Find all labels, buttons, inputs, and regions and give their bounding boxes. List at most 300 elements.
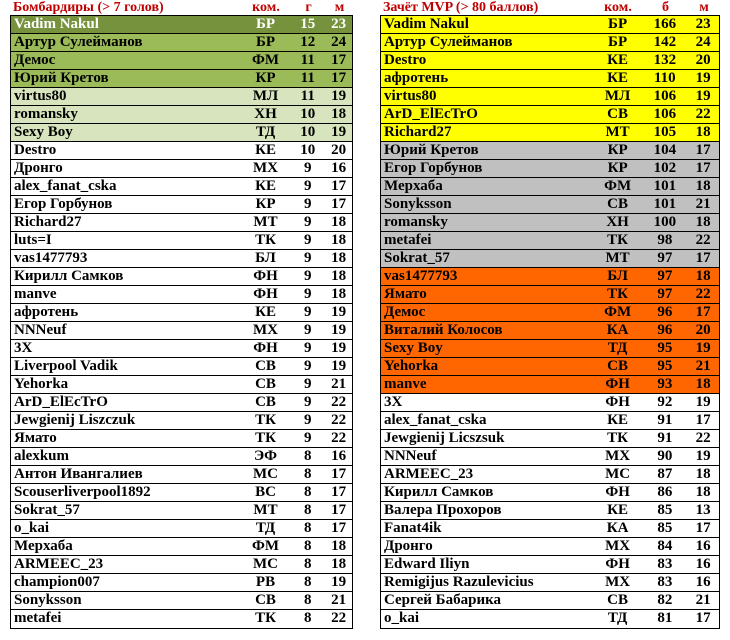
table-row: [11, 70, 352, 88]
matches-count: 19: [331, 340, 347, 356]
table-row: [11, 106, 352, 124]
mvp-title: Зачёт MVP (> 80 баллов): [383, 0, 539, 15]
table-row: [11, 520, 352, 538]
player-name: Артур Сулейманов: [384, 34, 513, 50]
goals-count: 12: [300, 34, 316, 50]
points-count: 83: [657, 574, 673, 590]
team-code: МТ: [605, 250, 630, 266]
table-row: [11, 592, 352, 610]
team-code: КЕ: [607, 52, 629, 68]
player-name: Sokrat_57: [14, 502, 80, 518]
team-code: МХ: [253, 322, 278, 338]
player-name: ArD_ElEcTrO: [14, 394, 108, 410]
points-count: 97: [657, 250, 673, 266]
player-name: Юрий Кретов: [384, 142, 479, 158]
matches-count: 16: [695, 574, 711, 590]
team-column-header: ком.: [604, 0, 632, 15]
player-name: vas1477793: [14, 250, 88, 266]
matches-count: 19: [695, 88, 711, 104]
goals-count: 9: [304, 178, 312, 194]
matches-count: 19: [331, 124, 347, 140]
goals-count: 9: [304, 340, 312, 356]
table-row: [381, 106, 719, 124]
matches-count: 17: [695, 304, 711, 320]
matches-count: 18: [695, 268, 711, 284]
matches-count: 24: [695, 34, 711, 50]
matches-count: 19: [331, 574, 347, 590]
table-row: [11, 322, 352, 340]
player-name: virtus80: [384, 88, 437, 104]
player-name: ARMEEC_23: [14, 556, 104, 572]
player-name: Дронго: [384, 538, 433, 554]
player-name: Виталий Колосов: [384, 322, 503, 338]
matches-count: 18: [695, 214, 711, 230]
player-name: Юрий Кретов: [14, 70, 109, 86]
team-code: БР: [255, 34, 276, 50]
matches-count: 21: [331, 376, 347, 392]
player-name: Sokrat_57: [384, 250, 450, 266]
player-name: Yehorka: [14, 376, 69, 392]
team-code: КА: [606, 322, 629, 338]
goals-count: 9: [304, 196, 312, 212]
team-code: ВС: [255, 484, 276, 500]
points-count: 101: [653, 178, 677, 194]
matches-count: 21: [695, 196, 711, 212]
player-name: Jewgienij Licszsuk: [384, 430, 505, 446]
mvp-header: [380, 0, 720, 15]
matches-count: 16: [331, 160, 347, 176]
player-name: Антон Ивангалиев: [14, 466, 143, 482]
player-name: Yehorka: [384, 358, 439, 374]
table-row: [11, 484, 352, 502]
team-code: ФН: [605, 394, 630, 410]
points-count: 100: [653, 214, 677, 230]
matches-count: 17: [695, 412, 711, 428]
goals-count: 8: [304, 448, 312, 464]
table-row: [11, 376, 352, 394]
goals-count: 9: [304, 250, 312, 266]
points-count: 101: [653, 196, 677, 212]
team-code: МХ: [605, 538, 631, 554]
goals-count: 8: [304, 502, 312, 518]
goals-count: 9: [304, 304, 312, 320]
player-name: Sonyksson: [14, 592, 82, 608]
points-count: 91: [657, 412, 673, 428]
matches-count: 16: [331, 448, 347, 464]
goals-count: 9: [304, 322, 312, 338]
team-code: СВ: [607, 358, 629, 374]
goals-count: 10: [300, 106, 316, 122]
matches-count: 18: [331, 286, 347, 302]
player-name: manve: [384, 376, 427, 392]
player-name: Артур Сулейманов: [14, 34, 143, 50]
table-row: [381, 430, 719, 448]
matches-count: 17: [331, 178, 347, 194]
goals-column-header: г: [305, 0, 312, 15]
goals-count: 9: [304, 286, 312, 302]
player-name: Ямато: [14, 430, 57, 446]
matches-count: 17: [695, 142, 711, 158]
team-code: БЛ: [607, 268, 628, 284]
matches-count: 18: [331, 232, 347, 248]
player-name: Демос: [14, 52, 56, 68]
player-name: Сергей Бабарика: [384, 592, 501, 608]
matches-count: 22: [695, 430, 711, 446]
player-name: champion007: [14, 574, 100, 590]
player-name: Мерхаба: [384, 178, 443, 194]
matches-count: 20: [695, 322, 711, 338]
table-row: [11, 304, 352, 322]
points-count: 104: [653, 142, 677, 158]
matches-count: 18: [695, 376, 711, 392]
goals-count: 10: [300, 142, 316, 158]
matches-count: 22: [331, 412, 347, 428]
table-row: [11, 268, 352, 286]
team-code: КА: [606, 520, 629, 536]
team-code: ХН: [254, 106, 277, 122]
matches-count: 24: [331, 34, 347, 50]
matches-count: 22: [331, 394, 347, 410]
player-name: NNNeuf: [14, 322, 67, 338]
team-code: ТД: [255, 520, 276, 536]
matches-count: 18: [695, 484, 711, 500]
table-row: [381, 574, 719, 592]
table-row: [11, 178, 352, 196]
table-row: [381, 466, 719, 484]
team-code: ФН: [605, 556, 630, 572]
matches-count: 16: [695, 556, 711, 572]
team-code: БР: [608, 34, 628, 50]
goals-count: 9: [304, 430, 312, 446]
player-name: афротень: [14, 304, 79, 320]
team-code: ТК: [255, 412, 276, 428]
team-code: МХ: [253, 160, 278, 176]
team-code: ФН: [253, 340, 278, 356]
player-name: alex_fanat_cska: [384, 412, 487, 428]
table-row: [381, 268, 719, 286]
points-count: 97: [657, 286, 673, 302]
player-name: Destro: [384, 52, 427, 68]
matches-count: 18: [331, 538, 347, 554]
team-code: КЕ: [607, 70, 629, 86]
table-row: [11, 340, 352, 358]
team-code: КЕ: [607, 502, 629, 518]
table-row: [381, 502, 719, 520]
player-name: Демос: [384, 304, 426, 320]
team-code: СВ: [255, 592, 276, 608]
player-name: Мерхаба: [14, 538, 73, 554]
matches-count: 17: [331, 484, 347, 500]
player-name: luts=I: [14, 232, 52, 248]
matches-count: 20: [331, 142, 347, 158]
team-code: ФМ: [251, 52, 280, 68]
player-name: romansky: [14, 106, 78, 122]
team-code: ФН: [605, 376, 630, 392]
team-code: ФН: [605, 484, 630, 500]
points-column-header: б: [662, 0, 669, 15]
points-count: 87: [657, 466, 673, 482]
team-code: СВ: [607, 196, 629, 212]
matches-count: 19: [695, 394, 711, 410]
goals-count: 9: [304, 412, 312, 428]
table-row: [381, 358, 719, 376]
matches-count: 17: [695, 520, 711, 536]
table-row: [381, 16, 719, 34]
table-row: [381, 88, 719, 106]
matches-count: 18: [695, 124, 711, 140]
table-row: [381, 52, 719, 70]
player-name: Ямато: [384, 286, 427, 302]
team-code: ТД: [607, 610, 628, 626]
team-code: БР: [255, 16, 276, 32]
player-name: manve: [14, 286, 57, 302]
points-count: 110: [653, 70, 676, 86]
matches-count: 22: [331, 610, 347, 626]
scorers-header: [10, 0, 353, 15]
player-name: vas1477793: [384, 268, 458, 284]
table-row: [381, 448, 719, 466]
player-name: Егор Горбунов: [14, 196, 113, 212]
goals-count: 8: [304, 484, 312, 500]
matches-column-header: м: [699, 0, 709, 15]
matches-count: 19: [331, 358, 347, 374]
table-row: [381, 394, 719, 412]
matches-count: 23: [331, 16, 347, 32]
player-name: Валера Прохоров: [384, 502, 502, 518]
matches-count: 17: [331, 502, 347, 518]
team-code: КЕ: [607, 412, 629, 428]
matches-count: 17: [331, 196, 347, 212]
table-row: [11, 196, 352, 214]
team-code: ТК: [255, 232, 276, 248]
points-count: 106: [653, 88, 677, 104]
table-row: [11, 574, 352, 592]
team-code: ТК: [255, 610, 276, 626]
points-count: 92: [657, 394, 673, 410]
matches-count: 17: [695, 250, 711, 266]
player-name: metafei: [384, 232, 432, 248]
matches-count: 18: [695, 466, 711, 482]
player-name: Edward Iliyn: [384, 556, 470, 572]
table-row: [381, 160, 719, 178]
table-row: [381, 214, 719, 232]
matches-count: 23: [695, 16, 711, 32]
player-name: Richard27: [384, 124, 452, 140]
matches-count: 19: [695, 340, 711, 356]
table-row: [11, 538, 352, 556]
matches-count: 20: [695, 52, 711, 68]
team-code: ТК: [255, 430, 276, 446]
matches-count: 18: [331, 268, 347, 284]
table-row: [381, 484, 719, 502]
player-name: Sonyksson: [384, 196, 452, 212]
matches-count: 17: [331, 52, 347, 68]
team-code: КЕ: [255, 304, 276, 320]
points-count: 85: [657, 502, 673, 518]
player-name: Егор Горбунов: [384, 160, 483, 176]
player-name: Vadim Nakul: [14, 16, 99, 32]
team-code: КР: [607, 160, 628, 176]
table-row: [381, 304, 719, 322]
table-row: [381, 286, 719, 304]
matches-count: 13: [695, 502, 711, 518]
table-row: [381, 178, 719, 196]
table-row: [11, 88, 352, 106]
scorers-title: Бомбардиры (> 7 голов): [13, 0, 164, 15]
player-name: Remigijus Razulevicius: [384, 574, 534, 590]
matches-count: 21: [695, 358, 711, 374]
matches-count: 22: [695, 232, 711, 248]
player-name: NNNeuf: [384, 448, 437, 464]
goals-count: 9: [304, 214, 312, 230]
matches-count: 18: [331, 556, 347, 572]
goals-count: 9: [304, 268, 312, 284]
matches-count: 18: [331, 214, 347, 230]
player-name: афротень: [384, 70, 449, 86]
matches-count: 17: [331, 520, 347, 536]
team-column-header: ком.: [252, 0, 280, 15]
team-code: МС: [253, 466, 278, 482]
table-row: [381, 196, 719, 214]
goals-count: 8: [304, 520, 312, 536]
table-row: [381, 556, 719, 574]
player-name: Sexy Boy: [14, 124, 73, 140]
team-code: ТД: [607, 340, 628, 356]
player-name: ArD_ElEcTrO: [384, 106, 478, 122]
points-count: 85: [657, 520, 673, 536]
player-name: Fanat4ik: [384, 520, 442, 536]
points-count: 83: [657, 556, 673, 572]
player-name: 3X: [384, 394, 403, 410]
table-row: [11, 556, 352, 574]
team-code: ТК: [607, 232, 629, 248]
matches-count: 18: [331, 250, 347, 266]
table-row: [11, 34, 352, 52]
player-name: Scouserliverpool1892: [14, 484, 151, 500]
player-name: Sexy Boy: [384, 340, 443, 356]
points-count: 90: [657, 448, 673, 464]
matches-count: 16: [695, 538, 711, 554]
table-row: [11, 286, 352, 304]
table-row: [381, 232, 719, 250]
points-count: 106: [653, 106, 677, 122]
points-count: 98: [657, 232, 673, 248]
table-row: [11, 214, 352, 232]
points-count: 95: [657, 358, 673, 374]
points-count: 81: [657, 610, 673, 626]
goals-count: 9: [304, 358, 312, 374]
team-code: СВ: [607, 106, 629, 122]
player-name: Jewgienij Liszczuk: [14, 412, 136, 428]
team-code: ТК: [607, 286, 629, 302]
player-name: o_kai: [14, 520, 50, 536]
goals-count: 11: [300, 52, 315, 68]
table-row: [381, 412, 719, 430]
goals-count: 8: [304, 466, 312, 482]
player-name: o_kai: [384, 610, 420, 626]
team-code: МС: [253, 556, 278, 572]
team-code: ФМ: [251, 538, 280, 554]
table-row: [381, 34, 719, 52]
team-code: МЛ: [604, 88, 631, 104]
player-name: virtus80: [14, 88, 67, 104]
goals-count: 8: [304, 538, 312, 554]
scorers-panel: [10, 0, 353, 629]
matches-count: 19: [695, 70, 711, 86]
team-code: МХ: [605, 448, 631, 464]
player-name: Destro: [14, 142, 57, 158]
team-code: КР: [255, 70, 276, 86]
matches-count: 17: [331, 70, 347, 86]
goals-count: 8: [304, 574, 312, 590]
player-name: Кирилл Самков: [14, 268, 124, 284]
team-code: БР: [608, 16, 628, 32]
table-row: [11, 412, 352, 430]
team-code: РВ: [255, 574, 276, 590]
team-code: МЛ: [252, 88, 279, 104]
matches-count: 22: [695, 286, 711, 302]
team-code: МХ: [605, 574, 631, 590]
table-row: [11, 394, 352, 412]
table-row: [381, 142, 719, 160]
team-code: КЕ: [255, 178, 276, 194]
team-code: ЭФ: [253, 448, 278, 464]
player-name: 3X: [14, 340, 33, 356]
table-row: [11, 16, 352, 34]
points-count: 105: [653, 124, 677, 140]
player-name: alexkum: [14, 448, 70, 464]
mvp-table: [380, 15, 720, 629]
table-row: [11, 448, 352, 466]
points-count: 132: [653, 52, 677, 68]
points-count: 97: [657, 268, 673, 284]
team-code: ФМ: [604, 304, 632, 320]
matches-column-header: м: [334, 0, 345, 15]
table-row: [11, 124, 352, 142]
table-row: [11, 430, 352, 448]
player-name: metafei: [14, 610, 62, 626]
table-row: [11, 52, 352, 70]
team-code: КР: [255, 196, 276, 212]
goals-count: 8: [304, 556, 312, 572]
player-name: Liverpool Vadik: [14, 358, 118, 374]
player-name: ARMEEC_23: [384, 466, 474, 482]
team-code: МС: [605, 466, 631, 482]
goals-count: 9: [304, 394, 312, 410]
goals-count: 9: [304, 160, 312, 176]
table-row: [11, 610, 352, 628]
goals-count: 9: [304, 232, 312, 248]
table-row: [11, 358, 352, 376]
matches-count: 22: [695, 106, 711, 122]
team-code: ТК: [607, 430, 629, 446]
table-row: [11, 466, 352, 484]
matches-count: 19: [331, 322, 347, 338]
matches-count: 19: [331, 88, 347, 104]
team-code: КР: [607, 142, 628, 158]
points-count: 96: [657, 322, 673, 338]
team-code: СВ: [255, 376, 276, 392]
mvp-panel: [380, 0, 720, 629]
player-name: romansky: [384, 214, 448, 230]
points-count: 166: [653, 16, 677, 32]
points-count: 102: [653, 160, 677, 176]
table-row: [381, 538, 719, 556]
table-row: [381, 610, 719, 628]
team-code: МТ: [253, 214, 278, 230]
team-code: МТ: [605, 124, 630, 140]
matches-count: 18: [331, 106, 347, 122]
